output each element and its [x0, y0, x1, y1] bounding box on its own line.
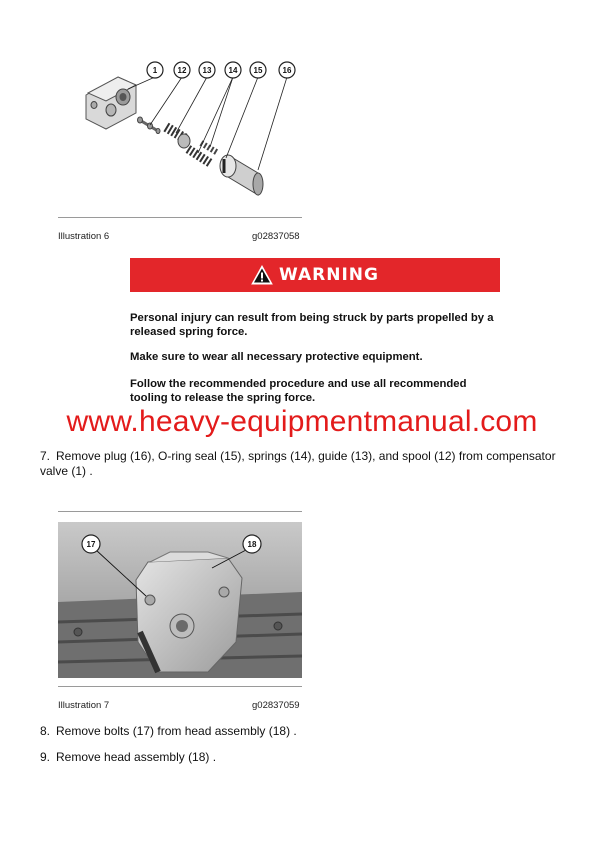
svg-text:13: 13 [202, 66, 212, 75]
illustration-7-figure [58, 522, 302, 678]
callout-1 [147, 62, 163, 78]
watermark-url: www.heavy-equipmentmanual.com [66, 405, 538, 438]
callout-15 [250, 62, 266, 78]
illustration-7-caption: Illustration 7 [58, 700, 110, 711]
step-8 [40, 724, 570, 739]
step-9 [40, 750, 570, 765]
svg-text:16: 16 [282, 66, 292, 75]
illustration-6-caption: Illustration 6 [58, 231, 110, 242]
warning-paragraph-2: Make sure to wear all necessary protective equipment. [130, 351, 423, 363]
warning-paragraph-1: Personal injury can result from being struck by parts propelled by a released spring force. [130, 312, 494, 338]
warning-paragraph-3: Follow the recommended procedure and use all recommended tooling to release the spring force. [130, 378, 467, 404]
illustration-7-code: g02837059 [252, 700, 300, 711]
callout-18 [243, 535, 261, 553]
spool-part [138, 117, 161, 134]
svg-text:18: 18 [247, 540, 257, 549]
step-7-number: 7. [40, 449, 51, 463]
warning-triangle-icon [251, 265, 273, 285]
svg-text:1: 1 [152, 66, 158, 75]
plug-part [220, 155, 263, 195]
callout-12 [174, 62, 190, 78]
step-9-text: Remove head assembly (18) . [56, 750, 217, 764]
compensator-valve-exploded-drawing [58, 55, 303, 210]
warning-banner [130, 258, 500, 292]
illustration-6-divider [58, 217, 302, 218]
svg-text:12: 12 [177, 66, 187, 75]
head-assembly-photo [58, 522, 302, 678]
illustration-7-top-rule [58, 511, 302, 512]
illustration-6-code: g02837058 [252, 231, 300, 242]
step-7-text: Remove plug (16), O-ring seal (15), springs (14), guide (13), and spool (12) from compensator valve (1) . [40, 449, 556, 478]
callout-13 [199, 62, 215, 78]
callout-17 [82, 535, 100, 553]
compensator-valve-body [86, 77, 136, 129]
step-8-text: Remove bolts (17) from head assembly (18) . [56, 724, 297, 738]
step-8-number: 8. [40, 724, 51, 738]
warning-title: WARNING [279, 265, 379, 285]
callout-16 [279, 62, 295, 78]
springs-part [188, 143, 218, 163]
svg-text:15: 15 [253, 66, 263, 75]
step-9-number: 9. [40, 750, 51, 764]
svg-text:17: 17 [86, 540, 96, 549]
illustration-6-figure [58, 55, 303, 210]
step-7 [40, 449, 570, 479]
svg-text:14: 14 [228, 66, 238, 75]
illustration-7-divider [58, 686, 302, 687]
callout-14 [225, 62, 241, 78]
